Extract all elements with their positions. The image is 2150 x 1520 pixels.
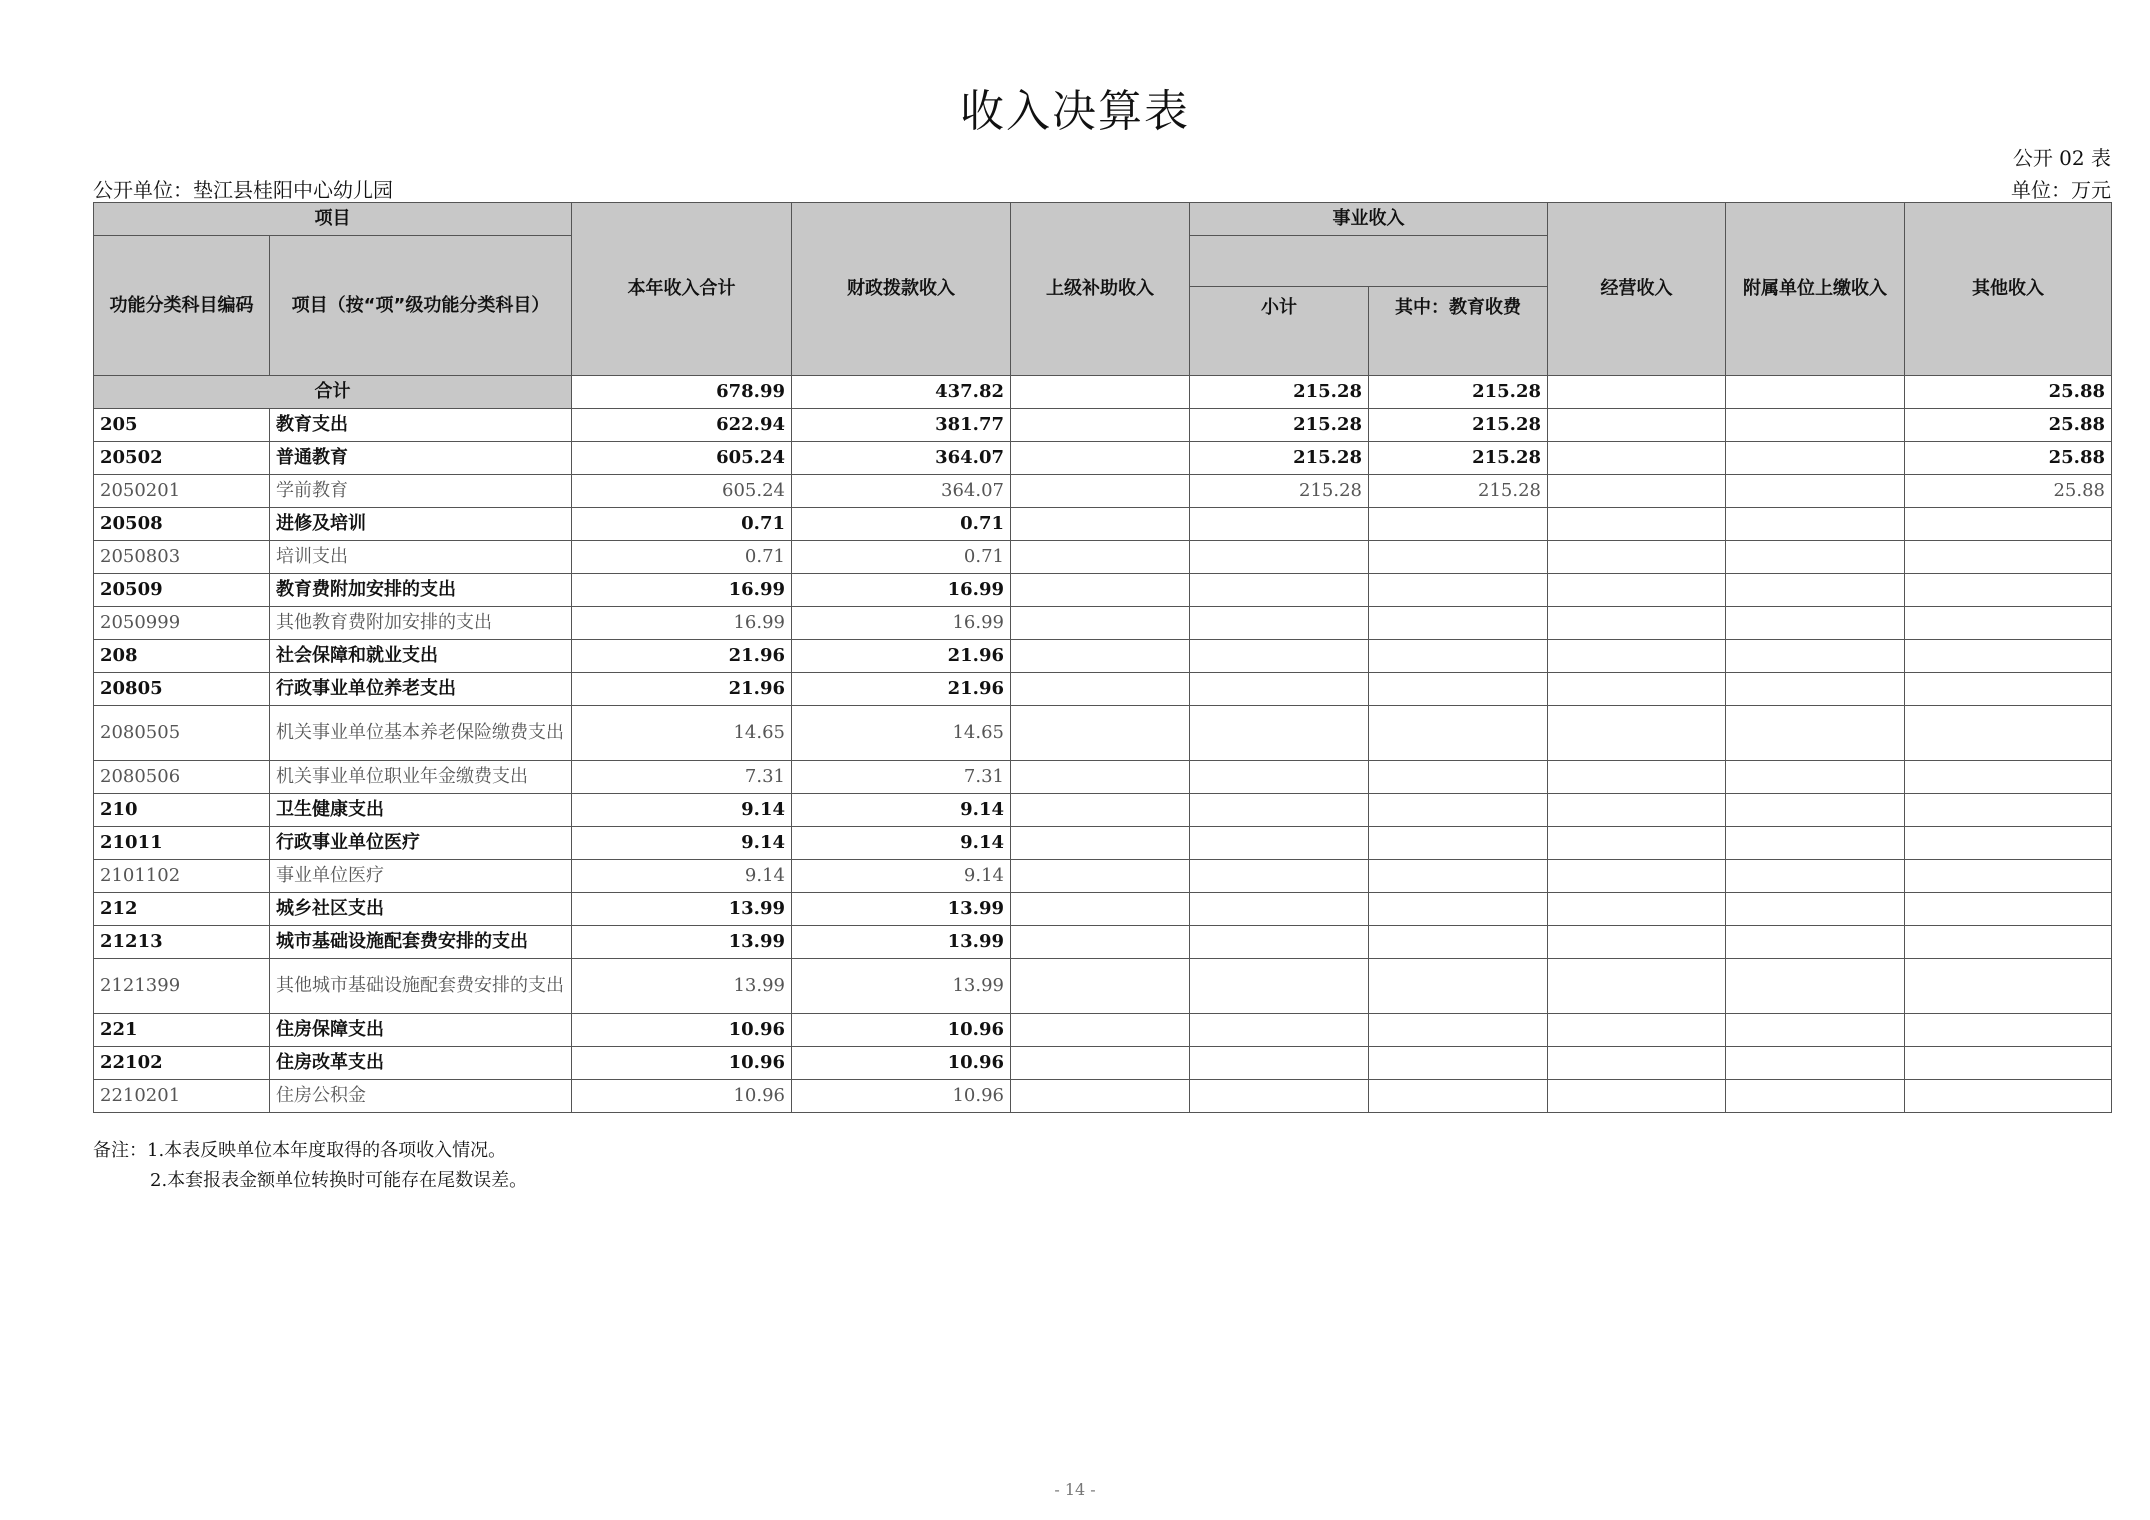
- row-cell-upper: [1011, 827, 1190, 860]
- row-cell-edu-fee: [1369, 827, 1548, 860]
- row-name: 住房改革支出: [270, 1047, 572, 1080]
- row-cell-subtotal: [1190, 640, 1369, 673]
- header-upper-subsidy: 上级补助收入: [1011, 203, 1190, 376]
- row-cell-affiliated: [1726, 926, 1905, 959]
- table-row: [94, 673, 2112, 706]
- row-cell-operating: [1548, 794, 1726, 827]
- page-title: 收入决算表: [960, 86, 1190, 137]
- header-career-income: 事业收入: [1190, 203, 1548, 236]
- row-cell-fiscal: 0.71: [792, 541, 1011, 574]
- row-cell-edu-fee: [1369, 959, 1548, 1014]
- row-code: 20805: [94, 673, 270, 706]
- header-education-fee: 其中：教育收费: [1369, 287, 1548, 376]
- table-row: [94, 1014, 2112, 1047]
- row-code: 205: [94, 409, 270, 442]
- row-code: 20502: [94, 442, 270, 475]
- header-code: 功能分类科目编码: [94, 236, 270, 376]
- row-cell-upper: [1011, 794, 1190, 827]
- row-cell-subtotal: [1190, 673, 1369, 706]
- row-cell-subtotal: [1190, 893, 1369, 926]
- table-row: [94, 860, 2112, 893]
- row-cell-edu-fee: [1369, 1047, 1548, 1080]
- row-cell-other: [1905, 827, 2112, 860]
- row-name: 其他教育费附加安排的支出: [270, 607, 572, 640]
- row-code: 2210201: [94, 1080, 270, 1113]
- row-cell-total: 13.99: [572, 926, 792, 959]
- row-cell-other: [1905, 1080, 2112, 1113]
- total-row: [94, 376, 2112, 409]
- row-cell-total: 7.31: [572, 761, 792, 794]
- total-cell-fiscal: 437.82: [792, 376, 1011, 409]
- header-total-income: 本年收入合计: [572, 203, 792, 376]
- row-code: 2050201: [94, 475, 270, 508]
- row-cell-other: 25.88: [1905, 475, 2112, 508]
- row-cell-subtotal: 215.28: [1190, 475, 1369, 508]
- row-cell-operating: [1548, 1047, 1726, 1080]
- row-cell-affiliated: [1726, 475, 1905, 508]
- row-cell-operating: [1548, 607, 1726, 640]
- row-cell-subtotal: [1190, 1014, 1369, 1047]
- row-cell-subtotal: [1190, 541, 1369, 574]
- total-cell-other: 25.88: [1905, 376, 2112, 409]
- row-cell-affiliated: [1726, 607, 1905, 640]
- table-row: [94, 1080, 2112, 1113]
- row-cell-affiliated: [1726, 761, 1905, 794]
- row-cell-edu-fee: [1369, 706, 1548, 761]
- row-cell-edu-fee: [1369, 893, 1548, 926]
- row-cell-affiliated: [1726, 1047, 1905, 1080]
- table-row: [94, 574, 2112, 607]
- row-cell-other: [1905, 761, 2112, 794]
- row-cell-operating: [1548, 673, 1726, 706]
- unit-name: 公开单位：垫江县桂阳中心幼儿园: [93, 178, 393, 202]
- table-row: [94, 706, 2112, 761]
- row-cell-edu-fee: [1369, 1014, 1548, 1047]
- row-cell-total: 21.96: [572, 673, 792, 706]
- row-cell-affiliated: [1726, 794, 1905, 827]
- row-cell-other: [1905, 706, 2112, 761]
- row-cell-other: [1905, 1047, 2112, 1080]
- row-cell-fiscal: 364.07: [792, 475, 1011, 508]
- row-cell-subtotal: [1190, 794, 1369, 827]
- row-cell-operating: [1548, 1080, 1726, 1113]
- row-cell-edu-fee: [1369, 860, 1548, 893]
- row-cell-upper: [1011, 541, 1190, 574]
- row-cell-edu-fee: [1369, 926, 1548, 959]
- row-cell-subtotal: 215.28: [1190, 409, 1369, 442]
- row-code: 210: [94, 794, 270, 827]
- row-cell-fiscal: 9.14: [792, 827, 1011, 860]
- row-cell-operating: [1548, 409, 1726, 442]
- row-cell-subtotal: 215.28: [1190, 442, 1369, 475]
- row-cell-subtotal: [1190, 761, 1369, 794]
- row-cell-operating: [1548, 475, 1726, 508]
- row-cell-upper: [1011, 640, 1190, 673]
- row-cell-other: [1905, 860, 2112, 893]
- table-row: [94, 508, 2112, 541]
- table-row: [94, 409, 2112, 442]
- row-cell-fiscal: 10.96: [792, 1080, 1011, 1113]
- row-cell-subtotal: [1190, 926, 1369, 959]
- header-other: 其他收入: [1905, 203, 2112, 376]
- unit-line: [93, 174, 2111, 203]
- row-cell-other: [1905, 926, 2112, 959]
- row-cell-other: [1905, 574, 2112, 607]
- row-code: 21011: [94, 827, 270, 860]
- header-project: 项目: [94, 203, 572, 236]
- row-cell-subtotal: [1190, 508, 1369, 541]
- row-cell-subtotal: [1190, 607, 1369, 640]
- row-cell-total: 13.99: [572, 893, 792, 926]
- row-cell-edu-fee: [1369, 761, 1548, 794]
- row-cell-other: [1905, 1014, 2112, 1047]
- row-cell-fiscal: 13.99: [792, 926, 1011, 959]
- row-name: 其他城市基础设施配套费安排的支出: [270, 959, 572, 1014]
- row-cell-subtotal: [1190, 1080, 1369, 1113]
- row-code: 20508: [94, 508, 270, 541]
- row-cell-total: 10.96: [572, 1014, 792, 1047]
- row-cell-upper: [1011, 761, 1190, 794]
- row-name: 卫生健康支出: [270, 794, 572, 827]
- row-cell-edu-fee: [1369, 607, 1548, 640]
- row-code: 2050803: [94, 541, 270, 574]
- row-code: 208: [94, 640, 270, 673]
- row-cell-total: 622.94: [572, 409, 792, 442]
- total-cell-operating: [1548, 376, 1726, 409]
- row-cell-edu-fee: [1369, 640, 1548, 673]
- row-code: 2121399: [94, 959, 270, 1014]
- row-cell-affiliated: [1726, 409, 1905, 442]
- row-cell-total: 605.24: [572, 475, 792, 508]
- row-cell-affiliated: [1726, 442, 1905, 475]
- row-cell-affiliated: [1726, 959, 1905, 1014]
- form-id: 公开 02 表: [2012, 146, 2111, 170]
- row-cell-total: 13.99: [572, 959, 792, 1014]
- table-row: [94, 475, 2112, 508]
- row-name: 社会保障和就业支出: [270, 640, 572, 673]
- table-row: [94, 640, 2112, 673]
- row-code: 2080506: [94, 761, 270, 794]
- header-name: 项目（按“项”级功能分类科目）: [270, 236, 572, 376]
- row-cell-total: 9.14: [572, 794, 792, 827]
- row-cell-upper: [1011, 673, 1190, 706]
- row-name: 普通教育: [270, 442, 572, 475]
- row-cell-affiliated: [1726, 574, 1905, 607]
- row-cell-upper: [1011, 409, 1190, 442]
- row-code: 2050999: [94, 607, 270, 640]
- row-cell-edu-fee: [1369, 794, 1548, 827]
- row-cell-other: [1905, 959, 2112, 1014]
- header-affiliated: 附属单位上缴收入: [1726, 203, 1905, 376]
- total-label: 合计: [94, 376, 572, 409]
- row-cell-upper: [1011, 860, 1190, 893]
- row-cell-subtotal: [1190, 706, 1369, 761]
- row-cell-fiscal: 13.99: [792, 893, 1011, 926]
- row-cell-total: 0.71: [572, 541, 792, 574]
- row-name: 住房保障支出: [270, 1014, 572, 1047]
- note-1: 备注：1.本表反映单位本年度取得的各项收入情况。: [93, 1140, 507, 1161]
- row-cell-operating: [1548, 706, 1726, 761]
- row-cell-affiliated: [1726, 1080, 1905, 1113]
- row-code: 20509: [94, 574, 270, 607]
- row-cell-total: 9.14: [572, 860, 792, 893]
- total-cell-subtotal: 215.28: [1190, 376, 1369, 409]
- row-cell-fiscal: 21.96: [792, 640, 1011, 673]
- row-name: 培训支出: [270, 541, 572, 574]
- row-cell-fiscal: 21.96: [792, 673, 1011, 706]
- row-cell-upper: [1011, 508, 1190, 541]
- row-cell-fiscal: 9.14: [792, 794, 1011, 827]
- row-cell-other: [1905, 893, 2112, 926]
- table-row: [94, 761, 2112, 794]
- row-cell-edu-fee: [1369, 541, 1548, 574]
- table-row: [94, 1047, 2112, 1080]
- row-cell-subtotal: [1190, 827, 1369, 860]
- row-cell-operating: [1548, 1014, 1726, 1047]
- row-code: 21213: [94, 926, 270, 959]
- total-cell-upper: [1011, 376, 1190, 409]
- row-cell-affiliated: [1726, 827, 1905, 860]
- row-cell-total: 21.96: [572, 640, 792, 673]
- row-name: 城乡社区支出: [270, 893, 572, 926]
- row-code: 2080505: [94, 706, 270, 761]
- row-cell-operating: [1548, 508, 1726, 541]
- row-cell-subtotal: [1190, 860, 1369, 893]
- row-cell-affiliated: [1726, 893, 1905, 926]
- row-cell-upper: [1011, 1014, 1190, 1047]
- row-cell-operating: [1548, 640, 1726, 673]
- row-cell-fiscal: 9.14: [792, 860, 1011, 893]
- row-cell-upper: [1011, 475, 1190, 508]
- row-cell-upper: [1011, 1047, 1190, 1080]
- row-cell-total: 10.96: [572, 1080, 792, 1113]
- total-cell-edu-fee: 215.28: [1369, 376, 1548, 409]
- row-cell-operating: [1548, 442, 1726, 475]
- row-cell-fiscal: 364.07: [792, 442, 1011, 475]
- row-cell-edu-fee: 215.28: [1369, 409, 1548, 442]
- row-cell-other: 25.88: [1905, 409, 2112, 442]
- row-cell-fiscal: 10.96: [792, 1014, 1011, 1047]
- page-number: - 14 -: [1054, 1480, 1096, 1499]
- row-cell-affiliated: [1726, 706, 1905, 761]
- row-cell-upper: [1011, 607, 1190, 640]
- row-cell-operating: [1548, 926, 1726, 959]
- row-cell-operating: [1548, 761, 1726, 794]
- row-cell-subtotal: [1190, 574, 1369, 607]
- row-cell-fiscal: 14.65: [792, 706, 1011, 761]
- row-cell-fiscal: 0.71: [792, 508, 1011, 541]
- row-cell-fiscal: 16.99: [792, 574, 1011, 607]
- row-cell-other: [1905, 673, 2112, 706]
- row-cell-fiscal: 381.77: [792, 409, 1011, 442]
- notes: [93, 1136, 527, 1196]
- table-row: [94, 959, 2112, 1014]
- row-code: 2101102: [94, 860, 270, 893]
- row-cell-total: 605.24: [572, 442, 792, 475]
- row-cell-other: [1905, 508, 2112, 541]
- row-cell-total: 10.96: [572, 1047, 792, 1080]
- row-cell-edu-fee: 215.28: [1369, 475, 1548, 508]
- row-cell-upper: [1011, 926, 1190, 959]
- header-subtotal: 小计: [1190, 287, 1369, 376]
- table-row: [94, 541, 2112, 574]
- row-cell-operating: [1548, 860, 1726, 893]
- row-name: 事业单位医疗: [270, 860, 572, 893]
- row-cell-upper: [1011, 706, 1190, 761]
- row-cell-affiliated: [1726, 541, 1905, 574]
- row-cell-subtotal: [1190, 959, 1369, 1014]
- row-cell-upper: [1011, 893, 1190, 926]
- table-row: [94, 827, 2112, 860]
- header-fiscal: 财政拨款收入: [792, 203, 1011, 376]
- table-row: [94, 926, 2112, 959]
- row-cell-fiscal: 10.96: [792, 1047, 1011, 1080]
- table-row: [94, 607, 2112, 640]
- row-cell-subtotal: [1190, 1047, 1369, 1080]
- row-cell-total: 16.99: [572, 607, 792, 640]
- row-cell-total: 14.65: [572, 706, 792, 761]
- row-name: 进修及培训: [270, 508, 572, 541]
- row-cell-other: [1905, 607, 2112, 640]
- row-cell-operating: [1548, 574, 1726, 607]
- row-code: 221: [94, 1014, 270, 1047]
- row-cell-operating: [1548, 541, 1726, 574]
- total-cell-affiliated: [1726, 376, 1905, 409]
- row-name: 城市基础设施配套费安排的支出: [270, 926, 572, 959]
- row-cell-other: [1905, 794, 2112, 827]
- total-cell-total: 678.99: [572, 376, 792, 409]
- row-name: 住房公积金: [270, 1080, 572, 1113]
- row-cell-affiliated: [1726, 508, 1905, 541]
- row-cell-edu-fee: [1369, 673, 1548, 706]
- row-cell-operating: [1548, 827, 1726, 860]
- currency-unit: 单位：万元: [2011, 178, 2111, 202]
- note-2: 2.本套报表金额单位转换时可能存在尾数误差。: [150, 1170, 528, 1191]
- table-row: [94, 893, 2112, 926]
- row-name: 教育费附加安排的支出: [270, 574, 572, 607]
- row-name: 机关事业单位职业年金缴费支出: [270, 761, 572, 794]
- row-cell-affiliated: [1726, 640, 1905, 673]
- row-code: 22102: [94, 1047, 270, 1080]
- row-cell-edu-fee: [1369, 508, 1548, 541]
- row-cell-total: 16.99: [572, 574, 792, 607]
- row-cell-other: [1905, 541, 2112, 574]
- row-cell-upper: [1011, 1080, 1190, 1113]
- row-cell-edu-fee: [1369, 574, 1548, 607]
- row-cell-edu-fee: [1369, 1080, 1548, 1113]
- row-name: 教育支出: [270, 409, 572, 442]
- row-name: 行政事业单位养老支出: [270, 673, 572, 706]
- row-cell-edu-fee: 215.28: [1369, 442, 1548, 475]
- table-row: [94, 442, 2112, 475]
- row-cell-affiliated: [1726, 673, 1905, 706]
- row-name: 行政事业单位医疗: [270, 827, 572, 860]
- row-cell-total: 0.71: [572, 508, 792, 541]
- row-cell-upper: [1011, 574, 1190, 607]
- row-code: 212: [94, 893, 270, 926]
- row-cell-upper: [1011, 442, 1190, 475]
- row-cell-other: [1905, 640, 2112, 673]
- income-table: [93, 202, 2112, 1113]
- row-cell-operating: [1548, 893, 1726, 926]
- header-operating: 经营收入: [1548, 203, 1726, 376]
- header-career-blank: [1190, 236, 1548, 287]
- row-cell-total: 9.14: [572, 827, 792, 860]
- row-cell-affiliated: [1726, 1014, 1905, 1047]
- row-cell-upper: [1011, 959, 1190, 1014]
- row-cell-fiscal: 7.31: [792, 761, 1011, 794]
- row-cell-fiscal: 13.99: [792, 959, 1011, 1014]
- row-cell-operating: [1548, 959, 1726, 1014]
- row-cell-fiscal: 16.99: [792, 607, 1011, 640]
- row-cell-affiliated: [1726, 860, 1905, 893]
- row-name: 机关事业单位基本养老保险缴费支出: [270, 706, 572, 761]
- row-cell-other: 25.88: [1905, 442, 2112, 475]
- table-row: [94, 794, 2112, 827]
- row-name: 学前教育: [270, 475, 572, 508]
